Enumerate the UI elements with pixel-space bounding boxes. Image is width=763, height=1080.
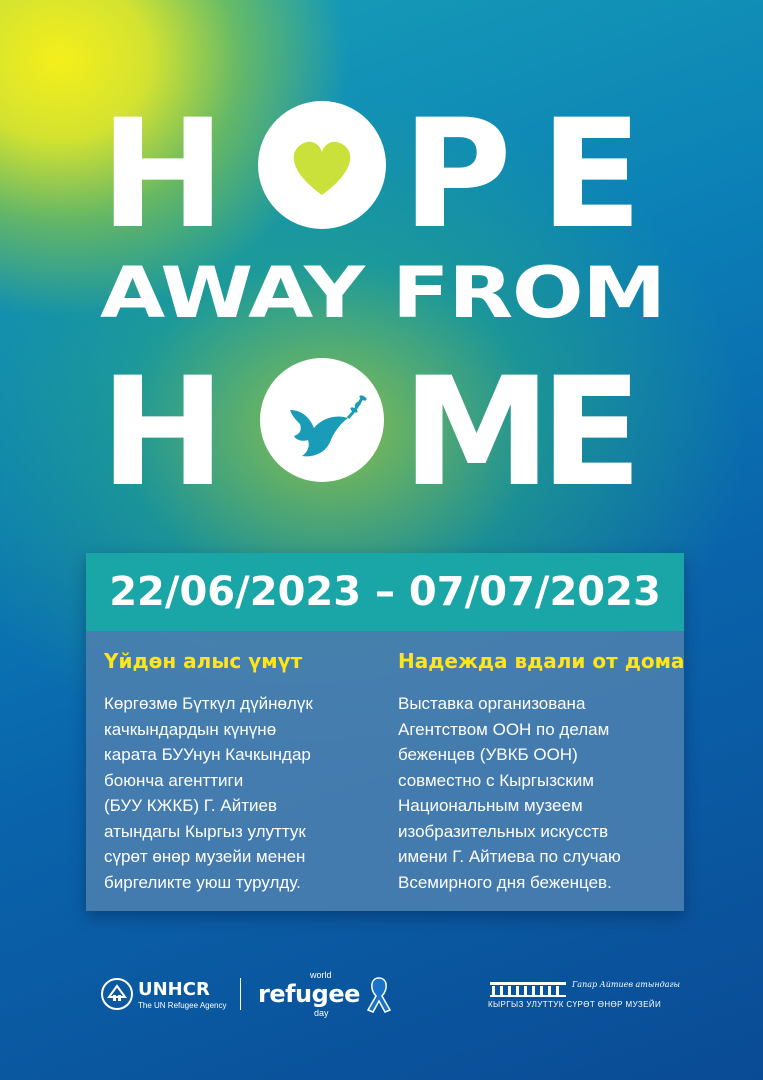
kyrgyz-line: биргеликте уюш турулду. (104, 872, 301, 892)
russian-heading: Надежда вдали от дома (398, 649, 685, 673)
russian-line: беженцев (УВКБ ООН) (398, 745, 578, 764)
russian-line: Всемирного дня беженцев. (398, 872, 612, 892)
title-hope (100, 88, 665, 262)
museum-logo (488, 978, 681, 1012)
logo-divider (240, 978, 241, 1010)
title-letter-h2: H (100, 346, 224, 520)
kyrgyz-line: атындагы Кыргыз улуттук (104, 821, 306, 841)
title-away-from (100, 252, 665, 334)
unhcr-subtitle: The UN Refugee Agency (138, 1001, 227, 1010)
info-panel (86, 553, 684, 911)
date-range: 22/06/2023 – 07/07/2023 (109, 569, 661, 615)
russian-line: изобразительных искусств (398, 821, 609, 841)
footer-logos (0, 960, 763, 1030)
russian-line: Агентством ООН по делам (398, 719, 610, 739)
kyrgyz-line: карата БУУнун Качкындар (104, 745, 311, 764)
kyrgyz-line: сүрөт өнөр музейи менен (104, 847, 306, 866)
title-letter-e2: E (540, 346, 641, 520)
kyrgyz-line: (БУУ КЖКБ) Г. Айтиев (104, 796, 277, 815)
museum-script-name: Гапар Айтиев атындагы (572, 980, 681, 989)
museum-name: КЫРГЫЗ УЛУТТУК СҮРӨТ ӨНӨР МУЗЕЙИ (488, 1000, 662, 1009)
wrd-world: world (310, 970, 332, 980)
russian-line: совместно с Кыргызским (398, 770, 594, 790)
russian-line: Национальным музеем (398, 796, 583, 815)
kyrgyz-text (104, 691, 374, 895)
description-box (86, 631, 684, 911)
title-home (100, 346, 665, 520)
wrd-day: day (314, 1008, 329, 1018)
date-bar (86, 553, 684, 631)
world-refugee-day-logo (258, 968, 398, 1018)
unhcr-logo (100, 975, 230, 1015)
wrd-refugee: refugee (258, 980, 360, 1008)
russian-line: Выставка организована (398, 694, 586, 713)
kyrgyz-line: качкындардын күнүнө (104, 719, 277, 739)
o-with-heart-icon (250, 100, 395, 230)
poster-hero (0, 0, 763, 520)
russian-text (398, 691, 678, 895)
title-letter-m: M (402, 346, 550, 520)
unhcr-emblem-icon (100, 977, 134, 1011)
title-letter-e: E (540, 88, 641, 262)
title-letter-h: H (100, 88, 224, 262)
kyrgyz-column (104, 649, 374, 895)
unhcr-name: UNHCR (138, 979, 210, 1000)
museum-building-icon (488, 978, 568, 998)
kyrgyz-line: боюнча агенттиги (104, 770, 244, 790)
kyrgyz-heading: Үйдөн алыс үмүт (104, 649, 303, 673)
title-away-from-text: AWAY FROM (100, 252, 665, 334)
ribbon-icon (364, 974, 394, 1014)
russian-column (398, 649, 685, 895)
title-letter-p: P (402, 88, 510, 262)
o-with-dove-icon (250, 358, 395, 488)
russian-line: имени Г. Айтиева по случаю (398, 847, 621, 866)
kyrgyz-line: Көргөзмө Бүткүл дүйнөлүк (104, 694, 313, 713)
